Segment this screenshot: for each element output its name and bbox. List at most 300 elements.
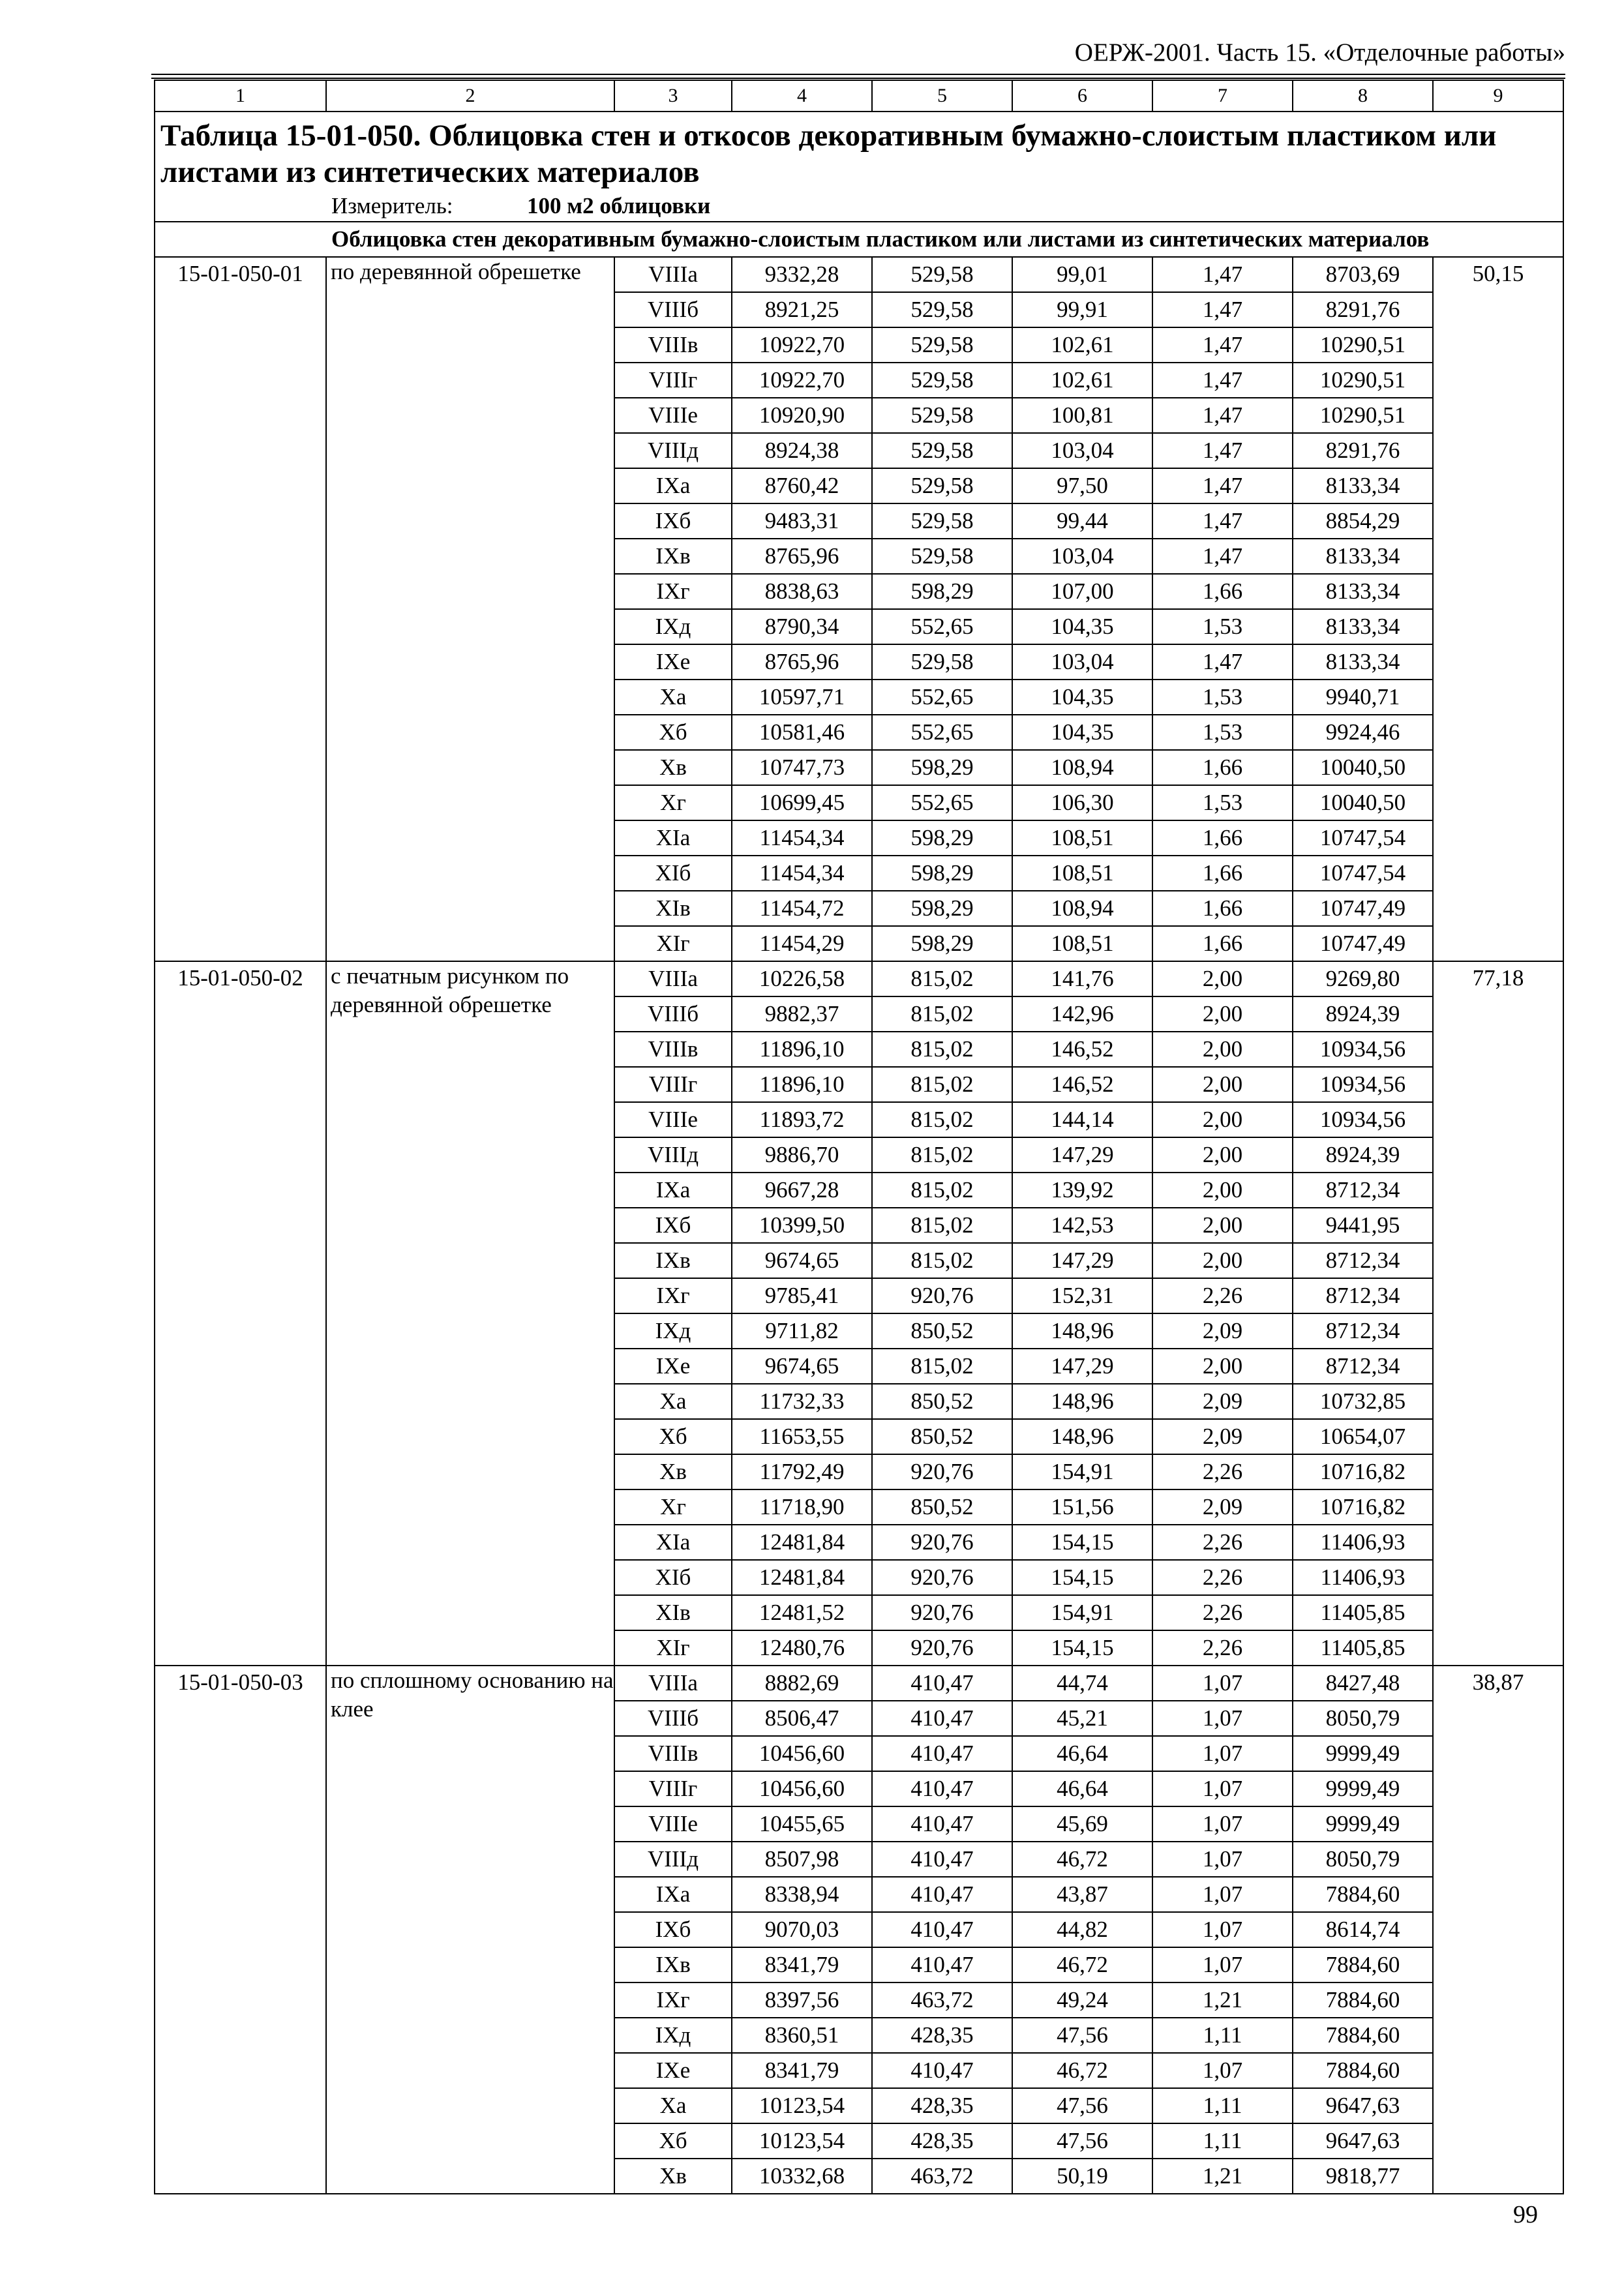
- table-cell: 10290,51: [1293, 363, 1433, 398]
- table-cell: 144,14: [1012, 1102, 1152, 1137]
- table-cell: 815,02: [872, 1137, 1012, 1173]
- table-cell: 2,26: [1152, 1595, 1293, 1630]
- table-cell: 552,65: [872, 715, 1012, 750]
- labor-cost-text: 38,87: [1472, 1669, 1524, 1695]
- table-cell: 410,47: [872, 1666, 1012, 1701]
- table-cell: 9818,77: [1293, 2159, 1433, 2194]
- table-cell: 2,09: [1152, 1489, 1293, 1525]
- table-cell: 1,53: [1152, 609, 1293, 644]
- table-cell: 1,47: [1152, 468, 1293, 503]
- meter-value: 100 м2 облицовки: [527, 192, 711, 218]
- table-cell: 9999,49: [1293, 1736, 1433, 1771]
- table-cell: IXг: [614, 1278, 732, 1313]
- rates-table: [154, 80, 1564, 2194]
- table-cell: 529,58: [872, 398, 1012, 433]
- table-cell: 9332,28: [732, 257, 872, 292]
- table-cell: 10123,54: [732, 2088, 872, 2123]
- table-cell: 1,11: [1152, 2018, 1293, 2053]
- table-cell: 9483,31: [732, 503, 872, 539]
- table-cell: 50,19: [1012, 2159, 1152, 2194]
- table-cell: IXе: [614, 644, 732, 680]
- table-cell: IXа: [614, 1877, 732, 1912]
- table-cell: 2,00: [1152, 1208, 1293, 1243]
- table-cell: 1,47: [1152, 398, 1293, 433]
- table-cell: 552,65: [872, 785, 1012, 820]
- rate-code: [155, 961, 326, 1666]
- table-cell: 428,35: [872, 2088, 1012, 2123]
- labor-cost-text: 77,18: [1472, 965, 1524, 991]
- table-cell: 598,29: [872, 574, 1012, 609]
- table-cell: 428,35: [872, 2018, 1012, 2053]
- work-description: по сплошному основанию на клее: [326, 1666, 614, 2194]
- table-cell: 8703,69: [1293, 257, 1433, 292]
- table-cell: 920,76: [872, 1595, 1012, 1630]
- table-cell: 10290,51: [1293, 398, 1433, 433]
- table-cell: 8765,96: [732, 539, 872, 574]
- table-cell: VIIIв: [614, 327, 732, 363]
- table-cell: 100,81: [1012, 398, 1152, 433]
- table-cell: 10040,50: [1293, 785, 1433, 820]
- table-cell: 1,53: [1152, 785, 1293, 820]
- table-cell: 1,66: [1152, 574, 1293, 609]
- table-cell: 1,53: [1152, 680, 1293, 715]
- table-cell: XIб: [614, 1560, 732, 1595]
- table-cell: 8507,98: [732, 1842, 872, 1877]
- table-cell: VIIIа: [614, 257, 732, 292]
- table-cell: IXе: [614, 1349, 732, 1384]
- table-cell: 10699,45: [732, 785, 872, 820]
- table-cell: 11896,10: [732, 1032, 872, 1067]
- table-cell: 2,00: [1152, 1137, 1293, 1173]
- table-cell: 104,35: [1012, 609, 1152, 644]
- labor-cost: [1433, 257, 1563, 961]
- table-cell: 10922,70: [732, 363, 872, 398]
- table-cell: 1,07: [1152, 1666, 1293, 1701]
- table-cell: XIг: [614, 926, 732, 961]
- table-cell: 1,07: [1152, 1947, 1293, 1982]
- table-cell: 8133,34: [1293, 468, 1433, 503]
- page-number: 99: [1513, 2201, 1538, 2228]
- table-cell: 10934,56: [1293, 1102, 1433, 1137]
- table-cell: 529,58: [872, 433, 1012, 468]
- table-cell: 99,44: [1012, 503, 1152, 539]
- table-cell: 10747,54: [1293, 856, 1433, 891]
- table-cell: Xа: [614, 680, 732, 715]
- table-cell: 11896,10: [732, 1067, 872, 1102]
- table-cell: 815,02: [872, 1173, 1012, 1208]
- table-cell: 10455,65: [732, 1806, 872, 1842]
- table-cell: 10123,54: [732, 2123, 872, 2159]
- table-cell: 850,52: [872, 1419, 1012, 1454]
- table-cell: 10920,90: [732, 398, 872, 433]
- table-cell: 7884,60: [1293, 1982, 1433, 2018]
- table-cell: IXв: [614, 539, 732, 574]
- table-cell: 47,56: [1012, 2123, 1152, 2159]
- table-cell: 10747,73: [732, 750, 872, 785]
- table-cell: 9070,03: [732, 1912, 872, 1947]
- table-cell: XIа: [614, 820, 732, 856]
- table-cell: 154,91: [1012, 1454, 1152, 1489]
- table-cell: 11653,55: [732, 1419, 872, 1454]
- table-cell: 10456,60: [732, 1771, 872, 1806]
- table-cell: 1,47: [1152, 644, 1293, 680]
- table-cell: 46,72: [1012, 2053, 1152, 2088]
- table-cell: 920,76: [872, 1630, 1012, 1666]
- table-cell: 529,58: [872, 468, 1012, 503]
- table-cell: Xв: [614, 1454, 732, 1489]
- table-cell: 1,53: [1152, 715, 1293, 750]
- table-cell: 410,47: [872, 1912, 1012, 1947]
- table-cell: 410,47: [872, 1806, 1012, 1842]
- table-cell: 2,09: [1152, 1313, 1293, 1349]
- table-cell: 815,02: [872, 1349, 1012, 1384]
- table-cell: IXв: [614, 1243, 732, 1278]
- table-cell: Xб: [614, 715, 732, 750]
- table-cell: XIв: [614, 1595, 732, 1630]
- table-cell: 1,66: [1152, 891, 1293, 926]
- meter-cell: [155, 191, 1563, 222]
- table-cell: 142,53: [1012, 1208, 1152, 1243]
- table-cell: 9999,49: [1293, 1771, 1433, 1806]
- table-cell: 1,47: [1152, 503, 1293, 539]
- table-title-text: Таблица 15-01-050. Облицовка стен и откосов декоративным бумажно-слоистым пластиком или листами из синтетических материалов: [160, 119, 1497, 190]
- meter-row: [155, 191, 1563, 222]
- table-cell: 529,58: [872, 539, 1012, 574]
- table-cell: 1,07: [1152, 1842, 1293, 1877]
- table-cell: 1,66: [1152, 820, 1293, 856]
- table-cell: 1,47: [1152, 539, 1293, 574]
- table-cell: 102,61: [1012, 363, 1152, 398]
- table-cell: 10747,49: [1293, 926, 1433, 961]
- table-cell: 7884,60: [1293, 2053, 1433, 2088]
- table-cell: 8924,39: [1293, 1137, 1433, 1173]
- table-cell: 146,52: [1012, 1032, 1152, 1067]
- table-cell: 1,07: [1152, 1736, 1293, 1771]
- table-cell: 8133,34: [1293, 574, 1433, 609]
- table-cell: 106,30: [1012, 785, 1152, 820]
- table-cell: 1,11: [1152, 2123, 1293, 2159]
- table-cell: VIIIв: [614, 1736, 732, 1771]
- table-cell: 8765,96: [732, 644, 872, 680]
- column-number-cell: 7: [1152, 80, 1293, 112]
- table-cell: 49,24: [1012, 1982, 1152, 2018]
- table-cell: 2,26: [1152, 1560, 1293, 1595]
- table-cell: 9924,46: [1293, 715, 1433, 750]
- table-cell: IXа: [614, 1173, 732, 1208]
- table-cell: 99,01: [1012, 257, 1152, 292]
- table-cell: 410,47: [872, 1877, 1012, 1912]
- table-cell: 46,64: [1012, 1771, 1152, 1806]
- table-cell: 9269,80: [1293, 961, 1433, 996]
- table-cell: 108,51: [1012, 820, 1152, 856]
- table-cell: 8341,79: [732, 2053, 872, 2088]
- table-cell: 12480,76: [732, 1630, 872, 1666]
- table-cell: 428,35: [872, 2123, 1012, 2159]
- table-cell: 103,04: [1012, 539, 1152, 574]
- table-cell: 529,58: [872, 327, 1012, 363]
- table-cell: 8712,34: [1293, 1349, 1433, 1384]
- table-cell: 9667,28: [732, 1173, 872, 1208]
- table-cell: VIIIа: [614, 1666, 732, 1701]
- table-cell: 9940,71: [1293, 680, 1433, 715]
- labor-cost: [1433, 1666, 1563, 2194]
- table-cell: 1,07: [1152, 1701, 1293, 1736]
- table-cell: 11718,90: [732, 1489, 872, 1525]
- table-cell: VIIIб: [614, 996, 732, 1032]
- table-cell: Xа: [614, 2088, 732, 2123]
- table-cell: 2,00: [1152, 1349, 1293, 1384]
- table-cell: IXа: [614, 468, 732, 503]
- table-cell: 8338,94: [732, 1877, 872, 1912]
- table-cell: 410,47: [872, 1701, 1012, 1736]
- table-cell: IXб: [614, 503, 732, 539]
- column-number-cell: 9: [1433, 80, 1563, 112]
- table-cell: 463,72: [872, 2159, 1012, 2194]
- table-cell: Xг: [614, 1489, 732, 1525]
- table-cell: 8341,79: [732, 1947, 872, 1982]
- table-cell: 10716,82: [1293, 1454, 1433, 1489]
- table-cell: 11454,72: [732, 891, 872, 926]
- table-cell: 10040,50: [1293, 750, 1433, 785]
- running-title: ОЕРЖ-2001. Часть 15. «Отделочные работы»: [1074, 38, 1565, 67]
- table-cell: XIг: [614, 1630, 732, 1666]
- table-cell: 11454,34: [732, 856, 872, 891]
- table-cell: 529,58: [872, 363, 1012, 398]
- table-cell: 45,21: [1012, 1701, 1152, 1736]
- table-cell: 1,47: [1152, 292, 1293, 327]
- table-cell: Xг: [614, 785, 732, 820]
- table-cell: 815,02: [872, 996, 1012, 1032]
- table-cell: 10934,56: [1293, 1067, 1433, 1102]
- table-cell: 552,65: [872, 680, 1012, 715]
- table-cell: 147,29: [1012, 1349, 1152, 1384]
- table-cell: 920,76: [872, 1278, 1012, 1313]
- table-cell: 1,07: [1152, 1771, 1293, 1806]
- column-number-cell: 8: [1293, 80, 1433, 112]
- work-description: с печатным рисунком по деревянной обрешетке: [326, 961, 614, 1666]
- table-cell: 11405,85: [1293, 1595, 1433, 1630]
- table-cell: 104,35: [1012, 680, 1152, 715]
- table-cell: IXв: [614, 1947, 732, 1982]
- table-cell: 8790,34: [732, 609, 872, 644]
- table-cell: 11406,93: [1293, 1560, 1433, 1595]
- table-cell: Xб: [614, 1419, 732, 1454]
- table-cell: 2,00: [1152, 1067, 1293, 1102]
- header-rule-double: [151, 78, 1565, 79]
- column-number-row: [155, 80, 1563, 112]
- column-number-cell: 4: [732, 80, 872, 112]
- table-cell: 154,15: [1012, 1525, 1152, 1560]
- table-cell: VIIIд: [614, 1137, 732, 1173]
- table-cell: 139,92: [1012, 1173, 1152, 1208]
- table-cell: 850,52: [872, 1384, 1012, 1419]
- table-cell: 146,52: [1012, 1067, 1152, 1102]
- table-cell: 10226,58: [732, 961, 872, 996]
- table-cell: 148,96: [1012, 1384, 1152, 1419]
- table-cell: 8050,79: [1293, 1842, 1433, 1877]
- table-cell: 8291,76: [1293, 292, 1433, 327]
- table-cell: 97,50: [1012, 468, 1152, 503]
- table-cell: 8133,34: [1293, 539, 1433, 574]
- table-cell: 104,35: [1012, 715, 1152, 750]
- table-cell: 44,74: [1012, 1666, 1152, 1701]
- table-cell: VIIIд: [614, 433, 732, 468]
- table-cell: 598,29: [872, 926, 1012, 961]
- table-cell: 1,07: [1152, 1912, 1293, 1947]
- table-cell: 152,31: [1012, 1278, 1152, 1313]
- table-cell: 108,94: [1012, 750, 1152, 785]
- table-cell: 2,26: [1152, 1278, 1293, 1313]
- table-cell: 12481,84: [732, 1525, 872, 1560]
- table-cell: 2,26: [1152, 1630, 1293, 1666]
- table-cell: 410,47: [872, 1842, 1012, 1877]
- table-cell: 10456,60: [732, 1736, 872, 1771]
- table-cell: 11405,85: [1293, 1630, 1433, 1666]
- table-cell: 11792,49: [732, 1454, 872, 1489]
- table-cell: 9647,63: [1293, 2088, 1433, 2123]
- table-cell: 9785,41: [732, 1278, 872, 1313]
- table-cell: 598,29: [872, 856, 1012, 891]
- table-cell: 2,09: [1152, 1384, 1293, 1419]
- table-cell: 10922,70: [732, 327, 872, 363]
- table-cell: 7884,60: [1293, 1877, 1433, 1912]
- table-cell: 8614,74: [1293, 1912, 1433, 1947]
- table-cell: XIв: [614, 891, 732, 926]
- table-cell: 2,00: [1152, 1032, 1293, 1067]
- table-cell: 10654,07: [1293, 1419, 1433, 1454]
- table-cell: 103,04: [1012, 433, 1152, 468]
- rate-code: [155, 1666, 326, 2194]
- table-cell: 9647,63: [1293, 2123, 1433, 2159]
- table-cell: 9674,65: [732, 1243, 872, 1278]
- table-cell: 10747,49: [1293, 891, 1433, 926]
- table-cell: IXг: [614, 1982, 732, 2018]
- table-cell: 11893,72: [732, 1102, 872, 1137]
- table-cell: IXг: [614, 574, 732, 609]
- table-cell: 102,61: [1012, 327, 1152, 363]
- meter-label: Измеритель:: [331, 192, 453, 218]
- table-cell: 9441,95: [1293, 1208, 1433, 1243]
- table-cell: 10747,54: [1293, 820, 1433, 856]
- table-cell: 2,26: [1152, 1525, 1293, 1560]
- table-cell: 10732,85: [1293, 1384, 1433, 1419]
- column-number-cell: 6: [1012, 80, 1152, 112]
- table-cell: VIIIб: [614, 292, 732, 327]
- table-cell: 598,29: [872, 820, 1012, 856]
- table-cell: 141,76: [1012, 961, 1152, 996]
- table-cell: 154,15: [1012, 1560, 1152, 1595]
- table-cell: 8360,51: [732, 2018, 872, 2053]
- table-row: [155, 1666, 1563, 1701]
- table-cell: 2,00: [1152, 1243, 1293, 1278]
- table-cell: 552,65: [872, 609, 1012, 644]
- table-cell: VIIIг: [614, 363, 732, 398]
- table-cell: 10581,46: [732, 715, 872, 750]
- table-cell: 815,02: [872, 961, 1012, 996]
- table-cell: 598,29: [872, 750, 1012, 785]
- table-cell: 107,00: [1012, 574, 1152, 609]
- table-cell: 920,76: [872, 1525, 1012, 1560]
- table-cell: 920,76: [872, 1454, 1012, 1489]
- table-cell: VIIIе: [614, 1102, 732, 1137]
- table-cell: 529,58: [872, 503, 1012, 539]
- table-cell: 147,29: [1012, 1137, 1152, 1173]
- table-cell: 2,26: [1152, 1454, 1293, 1489]
- column-number-cell: 2: [326, 80, 614, 112]
- table-cell: 410,47: [872, 1736, 1012, 1771]
- table-cell: 108,51: [1012, 856, 1152, 891]
- table-cell: 815,02: [872, 1208, 1012, 1243]
- table-cell: 9882,37: [732, 996, 872, 1032]
- table-cell: VIIIг: [614, 1771, 732, 1806]
- table-cell: 142,96: [1012, 996, 1152, 1032]
- rate-code-text: 15-01-050-02: [177, 965, 303, 991]
- table-cell: 1,07: [1152, 1806, 1293, 1842]
- table-cell: 1,11: [1152, 2088, 1293, 2123]
- table-cell: IXе: [614, 2053, 732, 2088]
- work-description: по деревянной обрешетке: [326, 257, 614, 961]
- table-cell: VIIIд: [614, 1842, 732, 1877]
- table-title: [155, 112, 1563, 191]
- table-cell: 108,51: [1012, 926, 1152, 961]
- table-cell: 815,02: [872, 1032, 1012, 1067]
- table-cell: 151,56: [1012, 1489, 1152, 1525]
- table-cell: 11406,93: [1293, 1525, 1433, 1560]
- table-cell: VIIIб: [614, 1701, 732, 1736]
- table-cell: 8133,34: [1293, 609, 1433, 644]
- table-cell: 410,47: [872, 1947, 1012, 1982]
- table-cell: 815,02: [872, 1243, 1012, 1278]
- table-cell: 2,00: [1152, 996, 1293, 1032]
- table-cell: 8760,42: [732, 468, 872, 503]
- table-cell: 1,66: [1152, 926, 1293, 961]
- table-cell: 850,52: [872, 1313, 1012, 1349]
- table-cell: 9999,49: [1293, 1806, 1433, 1842]
- table-cell: 1,47: [1152, 257, 1293, 292]
- table-cell: 8838,63: [732, 574, 872, 609]
- table-cell: 7884,60: [1293, 1947, 1433, 1982]
- table-cell: 154,15: [1012, 1630, 1152, 1666]
- table-cell: 10332,68: [732, 2159, 872, 2194]
- table-cell: 410,47: [872, 1771, 1012, 1806]
- table-cell: 8291,76: [1293, 433, 1433, 468]
- table-cell: 9674,65: [732, 1349, 872, 1384]
- section-title: Облицовка стен декоративным бумажно-слоистым пластиком или листами из синтетических материалов: [155, 222, 1563, 257]
- table-cell: 47,56: [1012, 2018, 1152, 2053]
- table-cell: VIIIе: [614, 398, 732, 433]
- table-cell: 2,00: [1152, 1102, 1293, 1137]
- table-cell: 148,96: [1012, 1313, 1152, 1349]
- table-cell: 8712,34: [1293, 1313, 1433, 1349]
- table-cell: 1,47: [1152, 327, 1293, 363]
- table-cell: 10597,71: [732, 680, 872, 715]
- table-cell: 148,96: [1012, 1419, 1152, 1454]
- table-cell: 529,58: [872, 257, 1012, 292]
- table-cell: IXд: [614, 1313, 732, 1349]
- table-cell: 44,82: [1012, 1912, 1152, 1947]
- table-cell: 8427,48: [1293, 1666, 1433, 1701]
- table-cell: Xа: [614, 1384, 732, 1419]
- table-cell: 8924,39: [1293, 996, 1433, 1032]
- table-cell: 46,64: [1012, 1736, 1152, 1771]
- table-cell: 1,21: [1152, 2159, 1293, 2194]
- table-cell: 103,04: [1012, 644, 1152, 680]
- table-cell: VIIIг: [614, 1067, 732, 1102]
- table-cell: 8712,34: [1293, 1243, 1433, 1278]
- table-cell: 10290,51: [1293, 327, 1433, 363]
- table-cell: 598,29: [872, 891, 1012, 926]
- table-cell: 8921,25: [732, 292, 872, 327]
